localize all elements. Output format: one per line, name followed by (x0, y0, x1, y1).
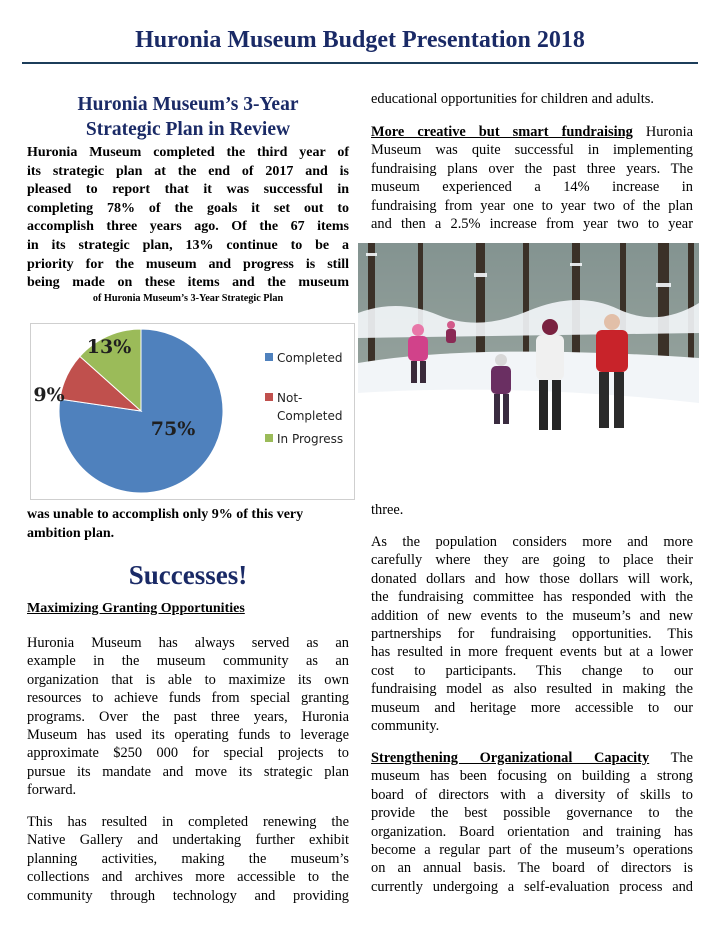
fundraising-heading: More creative but smart fundraising (371, 124, 633, 140)
paragraph-line: addition of new events to the museum’s and new (371, 607, 693, 624)
paragraph-line: donated dollars and how those dollars will work, (371, 570, 693, 587)
paragraph-line: museum experienced a 14% increase in (371, 179, 693, 196)
winter-family-photo (358, 243, 699, 471)
successes-heading: Successes! (128, 560, 248, 590)
paragraph-line: As the population considers more and more (371, 534, 693, 550)
paragraph-line: approximate $250 000 for special projects to (27, 745, 349, 762)
paragraph-line: Huronia Museum has always served as an (27, 635, 349, 651)
paragraph-line: planning activities, making the museum’s (27, 850, 349, 867)
intro-line: pleased to report that it was successful in (27, 182, 349, 198)
granting-heading: Maximizing Granting Opportunities (27, 601, 245, 616)
paragraph-line: on an annual basis. The board of directors is (371, 860, 693, 877)
paragraph-line: organization. Board orientation and training has (371, 823, 693, 840)
pie-chart (31, 324, 354, 499)
paragraph-line: community. (371, 718, 440, 735)
paragraph-line: fundraising from year one to year two of the plan (371, 197, 693, 214)
legend-swatch (265, 353, 273, 361)
paragraph-line: the fundraising committee has responded with the (371, 589, 693, 606)
paragraph-line: forward. (27, 782, 77, 799)
pie-data-label: 75% (150, 418, 196, 440)
paragraph-line: provide the best possible governance to the (371, 805, 693, 822)
strategic-plan-intro-continued (27, 505, 349, 543)
capacity-first-line (371, 749, 693, 767)
population-paragraph (371, 533, 693, 735)
intro-line: Huronia Museum completed the third year of (27, 145, 349, 160)
paragraph-line: example in the museum community as an (27, 653, 349, 670)
strategic-plan-heading-line2: Strategic Plan in Review (85, 119, 291, 140)
educational-line: educational opportunities for children and adults. (371, 91, 654, 107)
paragraph-line: currently undergoing a self-evaluation process and (371, 878, 693, 895)
strategic-plan-intro (27, 144, 349, 293)
intro-line: being made on these items and the museum (27, 275, 349, 291)
intro-continued-line: ambition plan. (27, 526, 115, 541)
legend-swatch (265, 434, 273, 442)
fundraising-first-line (371, 123, 693, 141)
paragraph-line: pursue its mandate and move its strategic plan (27, 763, 349, 780)
paragraph-line: organization that is able to maximize its own (27, 671, 349, 688)
intro-line: priority for the museum and progress is still (27, 256, 349, 272)
capacity-paragraph (371, 749, 693, 896)
paragraph-line: partnerships for fundraising opportunities. This (371, 626, 693, 643)
capacity-heading: Strengthening Organizational Capacity (371, 750, 650, 766)
paragraph-line: museum and heritage more accessible to our (371, 699, 693, 716)
paragraph-line: fundraising plans over the past three years. The (371, 160, 693, 177)
paragraph-line: programs. Over the past three years, Huronia (27, 708, 349, 725)
paragraph-line: and then a 2.5% increase from year two to year (371, 216, 693, 233)
paragraph-line: collections and archives more accessible to the (27, 869, 349, 886)
fundraising-heading-tail: Huronia (645, 124, 693, 140)
legend-label: Not- (277, 391, 303, 405)
paragraph-line: This has resulted in completed renewing the (27, 814, 349, 830)
paragraph-line: board of directors with a diversity of skills to (371, 786, 693, 803)
pie-data-label: 13% (86, 336, 132, 358)
pie-chart-frame (30, 323, 355, 500)
legend-label: In Progress (277, 432, 344, 446)
paragraph-line: carefully where they are going to place their (371, 552, 693, 569)
granting-paragraph-2 (27, 813, 349, 905)
legend-label: Completed (277, 351, 343, 365)
fundraising-paragraph (371, 123, 693, 233)
paragraph-line: has resulted in more frequent events but at a lower (371, 644, 693, 661)
paragraph-line: community through technology and providing (27, 887, 349, 904)
intro-line: completing 78% of the goals it set out to (27, 200, 349, 216)
paragraph-line: fundraising model as also resulted in making the (371, 681, 693, 698)
chart-caption: of Huronia Museum’s 3-Year Strategic Plan (92, 293, 284, 304)
capacity-heading-tail: The (670, 750, 693, 766)
child-small-figure (446, 321, 456, 343)
granting-paragraph-1 (27, 634, 349, 800)
intro-continued-line: was unable to accomplish only 9% of this very (27, 507, 304, 522)
strategic-plan-heading (27, 92, 349, 142)
paragraph-line: cost to participants. This change to our (371, 662, 693, 679)
paragraph-line: Museum was quite successful in implementing (371, 142, 693, 159)
paragraph-line: become a regular part of the museum’s operations (371, 842, 693, 859)
intro-line: its strategic plan at the end of 2017 and is (27, 163, 349, 179)
title-divider (22, 62, 698, 64)
paragraph-line: resources to achieve funds from special granting (27, 690, 349, 707)
strategic-plan-heading-line1: Huronia Museum’s 3-Year (77, 94, 299, 115)
page-title: Huronia Museum Budget Presentation 2018 (135, 27, 585, 53)
winter-walk-illustration (358, 243, 699, 471)
paragraph-line: museum has been focusing on building a strong (371, 768, 693, 785)
legend-swatch (265, 393, 273, 401)
paragraph-line: Native Gallery and undertaking further exhibit (27, 832, 349, 849)
intro-line: in its strategic plan, 13% continue to be a (27, 237, 349, 253)
intro-line: accomplish three years ago. Of the 67 items (27, 219, 349, 235)
paragraph-line: Museum has used its operating funds to leverage (27, 727, 349, 744)
legend-label: Completed (277, 409, 343, 423)
pie-data-label: 9% (33, 384, 65, 406)
three-fragment: three. (371, 502, 404, 518)
